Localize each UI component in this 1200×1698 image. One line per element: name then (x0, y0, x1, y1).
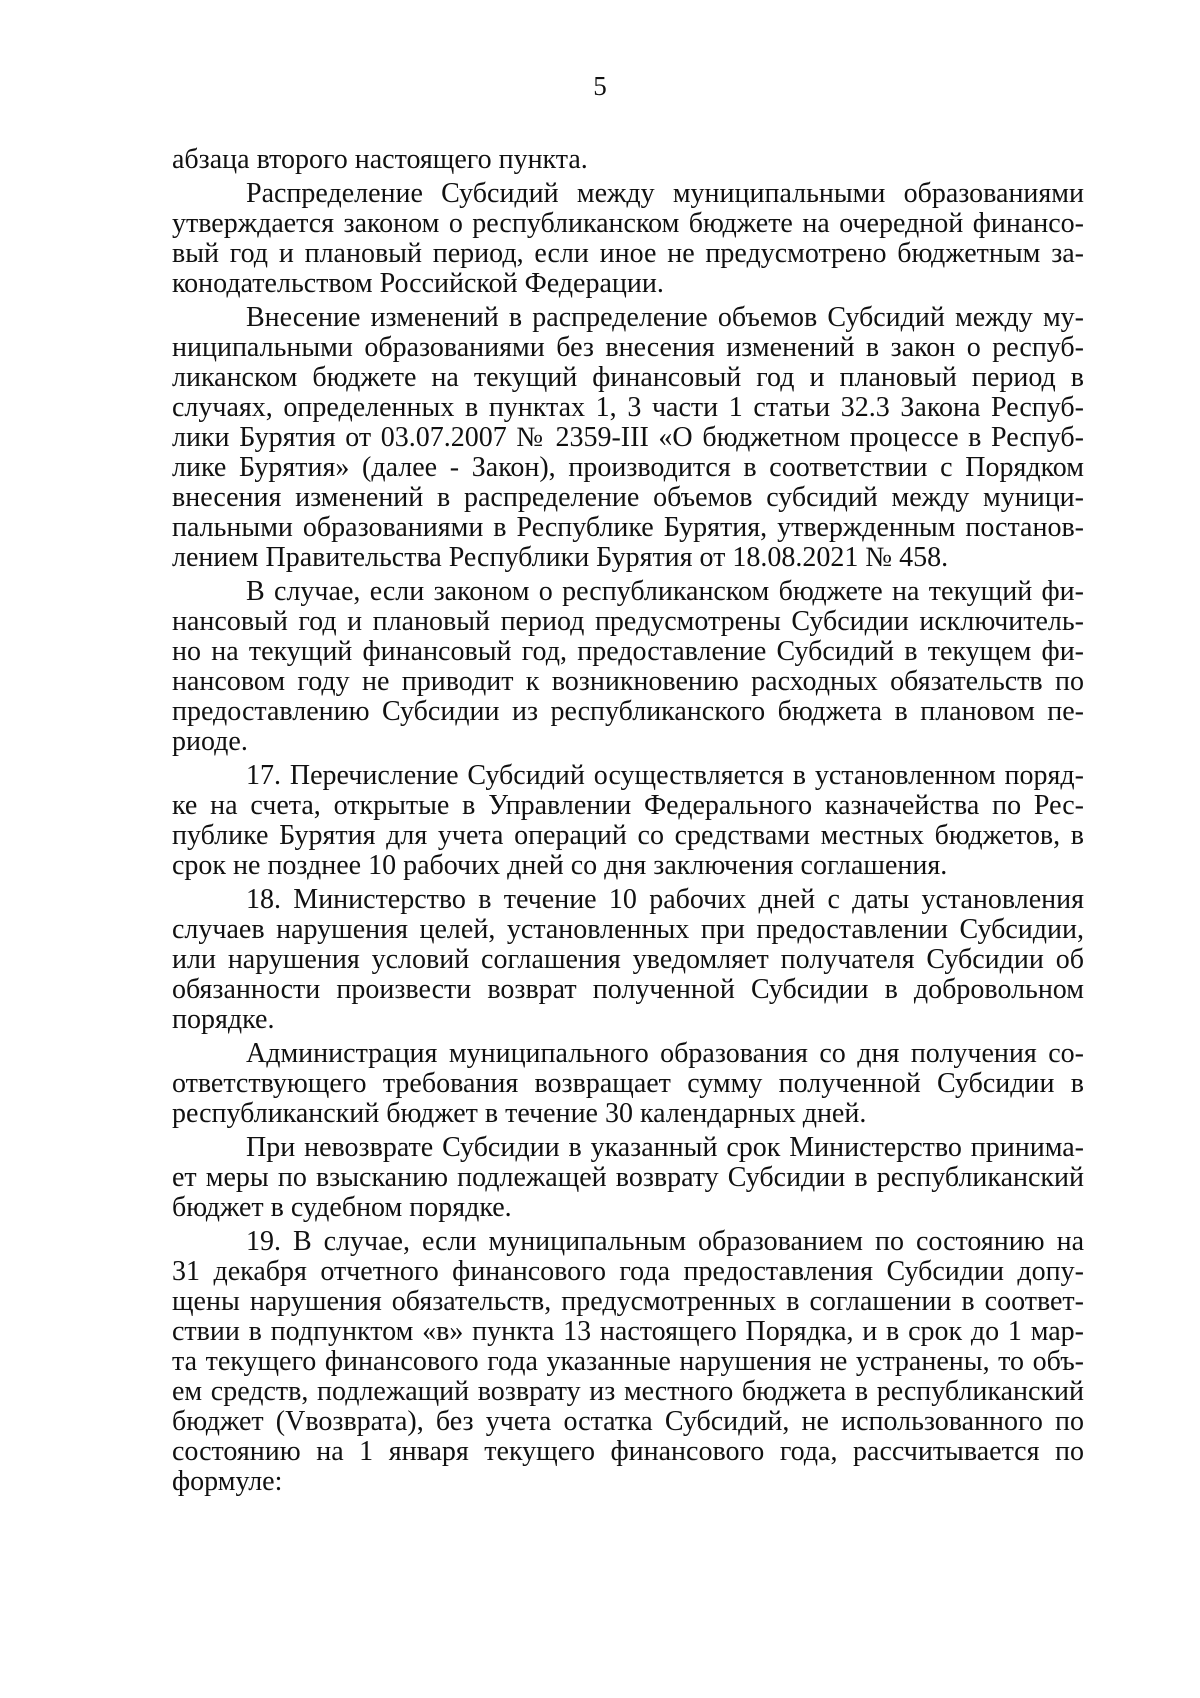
paragraph (172, 1133, 1084, 1223)
text-line: 18. Министерство в течение 10 рабочих дней с даты установления (246, 884, 1084, 915)
paragraph (172, 303, 1084, 573)
text-line: та текущего финансового года указанные нарушения не устранены, то объ- (172, 1346, 1084, 1377)
text-line: случаев нарушения целей, установленных при предоставлении Субсидии, (172, 914, 1084, 945)
text-line: утверждается законом о республиканском бюджете на очередной финансо- (172, 208, 1084, 239)
paragraph (172, 761, 1084, 881)
text-line: 31 декабря отчетного финансового года предоставления Субсидии допу- (172, 1256, 1084, 1287)
text-line: лике Бурятия» (далее - Закон), производится в соответствии с Порядком (172, 452, 1084, 483)
text-line: При невозврате Субсидии в указанный срок Министерство принима- (246, 1132, 1084, 1163)
text-line: состоянию на 1 января текущего финансового года, рассчитывается по (172, 1436, 1084, 1467)
text-line: внесения изменений в распределение объемов субсидий между муници- (172, 482, 1084, 513)
paragraph (172, 179, 1084, 299)
text-line: бюджет в судебном порядке. (172, 1192, 512, 1223)
text-line: 19. В случае, если муниципальным образованием по состоянию на (246, 1226, 1084, 1257)
text-line: ответствующего требования возвращает сумму полученной Субсидии в (172, 1068, 1084, 1099)
text-line: Администрация муниципального образования со дня получения со- (246, 1038, 1084, 1069)
text-line: обязанности произвести возврат полученной Субсидии в добровольном (172, 974, 1084, 1005)
text-line: порядке. (172, 1004, 275, 1035)
text-line: ем средств, подлежащий возврату из местного бюджета в республиканский (172, 1376, 1084, 1407)
text-line: ет меры по взысканию подлежащей возврату Субсидии в республиканский (172, 1162, 1084, 1193)
paragraph (172, 1039, 1084, 1129)
text-line: лением Правительства Республики Бурятия от 18.08.2021 № 458. (172, 542, 949, 573)
text-line: нансовый год и плановый период предусмотрены Субсидии исключитель- (172, 606, 1084, 637)
text-line: лики Бурятия от 03.07.2007 № 2359-III «О бюджетном процессе в Респуб- (172, 422, 1084, 453)
text-line: предоставлению Субсидии из республиканского бюджета в плановом пе- (172, 696, 1084, 727)
text-line: щены нарушения обязательств, предусмотренных в соглашении в соответ- (172, 1286, 1084, 1317)
text-line: случаях, определенных в пунктах 1, 3 части 1 статьи 32.3 Закона Респуб- (172, 392, 1084, 423)
page-number: 5 (593, 71, 607, 101)
text-line: В случае, если законом о республиканском бюджете на текущий фи- (246, 576, 1084, 607)
text-line: ке на счета, открытые в Управлении Федерального казначейства по Рес- (172, 790, 1084, 821)
paragraph (172, 145, 1084, 175)
text-line: вый год и плановый период, если иное не предусмотрено бюджетным за- (172, 238, 1084, 269)
text-line: республиканский бюджет в течение 30 календарных дней. (172, 1098, 867, 1129)
text-line: ниципальными образованиями без внесения изменений в закон о респуб- (172, 332, 1084, 363)
text-line: публике Бурятия для учета операций со средствами местных бюджетов, в (172, 820, 1084, 851)
text-line: Внесение изменений в распределение объемов Субсидий между му- (246, 302, 1084, 333)
text-line: 17. Перечисление Субсидий осуществляется в установленном поряд- (246, 760, 1084, 791)
text-line: ликанском бюджете на текущий финансовый год и плановый период в (172, 362, 1084, 393)
text-line: конодательством Российской Федерации. (172, 268, 664, 299)
text-line: формуле: (172, 1466, 283, 1497)
paragraph (172, 885, 1084, 1035)
paragraph (172, 1227, 1084, 1497)
text-line: пальными образованиями в Республике Бурятия, утвержденным постанов- (172, 512, 1084, 543)
text-line: но на текущий финансовый год, предоставление Субсидий в текущем фи- (172, 636, 1084, 667)
text-line: риоде. (172, 726, 248, 757)
text-line: или нарушения условий соглашения уведомляет получателя Субсидии об (172, 944, 1084, 975)
text-line: нансовом году не приводит к возникновению расходных обязательств по (172, 666, 1084, 697)
text-line: бюджет (Vвозврата), без учета остатка Субсидий, не использованного по (172, 1406, 1084, 1437)
text-line: абзаца второго настоящего пункта. (172, 144, 588, 175)
text-line: Распределение Субсидий между муниципальными образованиями (246, 178, 1084, 209)
text-line: ствии в подпунктом «в» пункта 13 настоящего Порядка, и в срок до 1 мар- (172, 1316, 1084, 1347)
text-line: срок не позднее 10 рабочих дней со дня заключения соглашения. (172, 850, 948, 881)
document-body (172, 145, 1084, 1497)
paragraph (172, 577, 1084, 757)
